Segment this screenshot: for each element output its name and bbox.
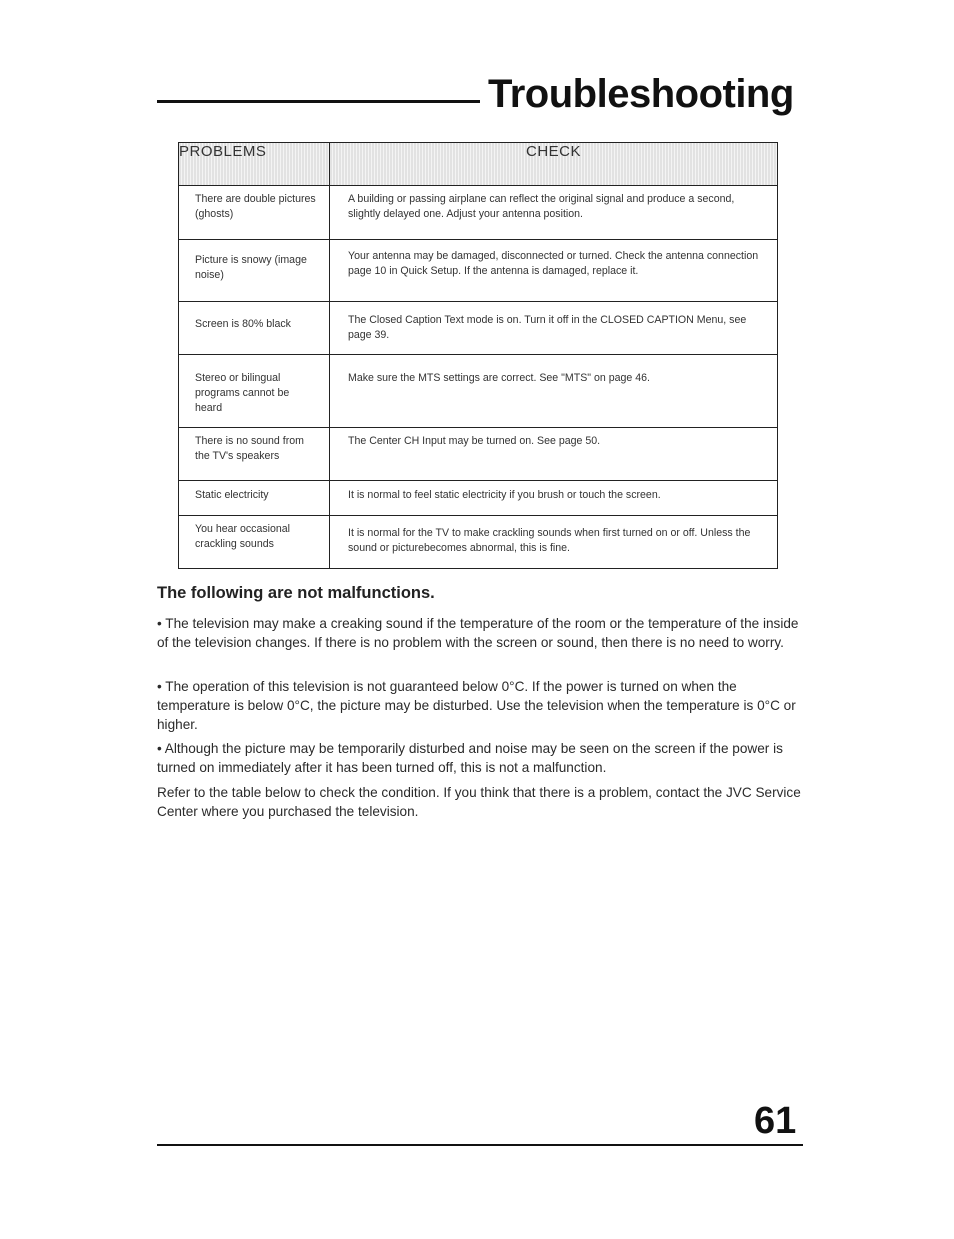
- table-header-row: [179, 143, 778, 186]
- table-row: [179, 516, 778, 569]
- paragraph-temperature: • The operation of this television is not guaranteed below 0°C. If the power is turned on when the temperature is below 0°C, the picture may be disturbed. Use the television when the temperature is 0°C or higher.: [157, 679, 796, 732]
- header-problems: PROBLEMS: [179, 143, 330, 186]
- table-row: [179, 302, 778, 355]
- section-heading: The following are not malfunctions.: [157, 584, 435, 602]
- check-cell: The Closed Caption Text mode is on. Turn it off in the CLOSED CAPTION Menu, see page 39.: [330, 302, 778, 355]
- problem-cell: You hear occasional crackling sounds: [179, 516, 330, 569]
- check-cell: It is normal to feel static electricity if you brush or touch the screen.: [330, 481, 778, 516]
- check-cell: Make sure the MTS settings are correct. See "MTS" on page 46.: [330, 355, 778, 428]
- check-cell: Your antenna may be damaged, disconnected or turned. Check the antenna connection page 10 in Quick Setup. If the antenna is damaged, replace it.: [330, 240, 778, 302]
- page-title: Troubleshooting: [488, 72, 794, 116]
- bottom-rule: [157, 1144, 803, 1146]
- check-cell: A building or passing airplane can reflect the original signal and produce a second, slightly delayed one. Adjust your antenna position.: [330, 186, 778, 240]
- problem-cell: Screen is 80% black: [179, 302, 330, 355]
- paragraph-refer: Refer to the table below to check the condition. If you think that there is a problem, contact the JVC Service Center where you purchased the television.: [157, 785, 801, 819]
- check-cell: The Center CH Input may be turned on. See page 50.: [330, 428, 778, 481]
- problem-cell: There are double pictures (ghosts): [179, 186, 330, 240]
- problem-cell: Static electricity: [179, 481, 330, 516]
- header-check: CHECK: [330, 143, 778, 186]
- table-row: [179, 481, 778, 516]
- troubleshooting-table: [178, 142, 778, 569]
- problem-cell: Picture is snowy (image noise): [179, 240, 330, 302]
- table-row: [179, 428, 778, 481]
- problem-cell: Stereo or bilingual programs cannot be heard: [179, 355, 330, 428]
- paragraph-creaking: • The television may make a creaking sound if the temperature of the room or the temperature of the inside of the television changes. If there is no problem with the screen or sound, then there is no need to worry.: [157, 616, 799, 650]
- title-rule: [157, 100, 480, 103]
- page-number: 61: [754, 1100, 797, 1142]
- table-row: [179, 186, 778, 240]
- problem-cell: There is no sound from the TV's speakers: [179, 428, 330, 481]
- paragraph-noise: • Although the picture may be temporarily disturbed and noise may be seen on the screen if the power is turned on immediately after it has been turned off, this is not a malfunction.: [157, 741, 783, 775]
- table-row: [179, 355, 778, 428]
- check-cell: It is normal for the TV to make crackling sounds when first turned on or off. Unless the sound or picturebecomes abnormal, this is fine.: [330, 516, 778, 569]
- table-row: [179, 240, 778, 302]
